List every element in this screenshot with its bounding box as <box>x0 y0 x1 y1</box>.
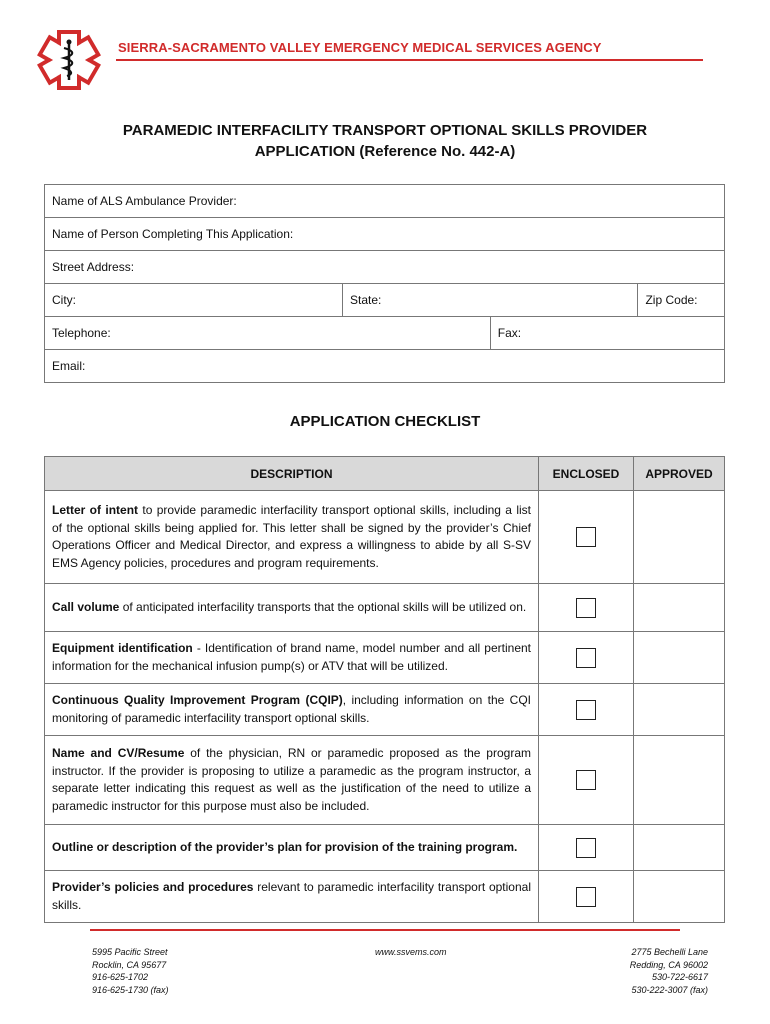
title-line-1: PARAMEDIC INTERFACILITY TRANSPORT OPTIONAL SKILLS PROVIDER <box>122 122 648 139</box>
enclosed-checkbox[interactable] <box>576 598 596 618</box>
footer-line: 5995 Pacific Street <box>92 947 168 957</box>
enclosed-checkbox[interactable] <box>576 887 596 907</box>
footer-redding-address <box>630 946 708 996</box>
approved-cell[interactable] <box>634 491 725 584</box>
item-text: relevant to paramedic interfacility transport optional skills. <box>52 880 531 912</box>
item-text: , including information on the CQI monitoring of paramedic interfacility transport optional skills. <box>52 693 531 725</box>
checklist-row <box>45 736 725 825</box>
item-text: to provide paramedic interfacility transport optional skills, including a list of the optional skills being applied for. This letter shall be signed by the provider’s Chief Operations Officer and Medical Director, and express a willingness to abide by all S-SV EMS Agency policies, procedures and program requirements. <box>52 503 531 570</box>
item-title: Provider’s policies and procedures <box>52 880 254 894</box>
email-field[interactable]: Email: <box>45 350 725 383</box>
enclosed-checkbox[interactable] <box>576 527 596 547</box>
footer-line: 530-722-6617 <box>651 972 708 982</box>
footer-website-link[interactable]: www.ssvems.com <box>375 947 447 957</box>
enclosed-header: ENCLOSED <box>539 457 634 491</box>
item-title: Name and CV/Resume <box>52 746 185 760</box>
star-of-life-icon <box>37 28 101 92</box>
enclosed-checkbox[interactable] <box>576 648 596 668</box>
item-title: Continuous Quality Improvement Program (CQIP) <box>52 693 343 707</box>
checklist-row <box>45 491 725 584</box>
page-title <box>45 120 725 162</box>
item-title: Outline or description of the provider’s plan for provision of the training program. <box>52 839 518 854</box>
provider-name-field[interactable]: Name of ALS Ambulance Provider: <box>45 185 725 218</box>
footer-line: Redding, CA 96002 <box>629 959 708 970</box>
footer-divider <box>90 929 680 931</box>
item-text: of the physician, RN or paramedic proposed as the program instructor. If the provider is proposing to utilize a paramedic as the program instructor, a separate letter indicating this request as well as the justification of the need to utilize a paramedic instructor for this purpose must also be included. <box>52 746 531 813</box>
checklist-row <box>45 632 725 684</box>
person-name-field[interactable]: Name of Person Completing This Application: <box>45 218 725 251</box>
title-line-2: APPLICATION (Reference No. 442-A) <box>254 143 516 160</box>
telephone-field[interactable]: Telephone: <box>45 317 491 350</box>
footer-line: Rocklin, CA 95677 <box>92 959 167 970</box>
fax-field[interactable]: Fax: <box>490 317 724 350</box>
checklist-row <box>45 584 725 632</box>
approved-cell[interactable] <box>634 684 725 736</box>
item-text: - Identification of brand name, model number and all pertinent information for the mechanical infusion pump(s) or ATV that will be utilized. <box>52 641 531 673</box>
approved-cell[interactable] <box>634 584 725 632</box>
zip-field[interactable]: Zip Code: <box>638 284 725 317</box>
approved-cell[interactable] <box>634 632 725 684</box>
footer-line: 916-625-1702 <box>92 972 149 982</box>
item-title: Call volume <box>52 599 120 614</box>
footer-rocklin-address <box>92 946 169 996</box>
state-field[interactable]: State: <box>343 284 638 317</box>
enclosed-checkbox[interactable] <box>576 770 596 790</box>
checklist-row <box>45 684 725 736</box>
footer-line: 530-222-3007 (fax) <box>631 984 708 995</box>
footer-line: 2775 Bechelli Lane <box>631 947 708 957</box>
provider-info-table <box>44 184 725 383</box>
checklist-row <box>45 825 725 871</box>
item-title: Equipment identification <box>52 641 193 655</box>
checklist-title: APPLICATION CHECKLIST <box>289 413 481 430</box>
checklist-table <box>44 456 725 923</box>
enclosed-checkbox[interactable] <box>576 700 596 720</box>
approved-header: APPROVED <box>634 457 725 491</box>
description-header: DESCRIPTION <box>45 457 539 491</box>
street-address-field[interactable]: Street Address: <box>45 251 725 284</box>
item-text: of anticipated interfacility transports that the optional skills will be utilized on. <box>119 599 527 614</box>
header-divider <box>116 59 703 61</box>
item-title: Letter of intent <box>52 503 139 517</box>
footer-line: 916-625-1730 (fax) <box>92 984 169 995</box>
city-field[interactable]: City: <box>45 284 343 317</box>
agency-name: SIERRA-SACRAMENTO VALLEY EMERGENCY MEDICAL SERVICES AGENCY <box>118 40 602 55</box>
approved-cell[interactable] <box>634 871 725 923</box>
enclosed-checkbox[interactable] <box>576 838 596 858</box>
checklist-row <box>45 871 725 923</box>
approved-cell[interactable] <box>634 825 725 871</box>
approved-cell[interactable] <box>634 736 725 825</box>
